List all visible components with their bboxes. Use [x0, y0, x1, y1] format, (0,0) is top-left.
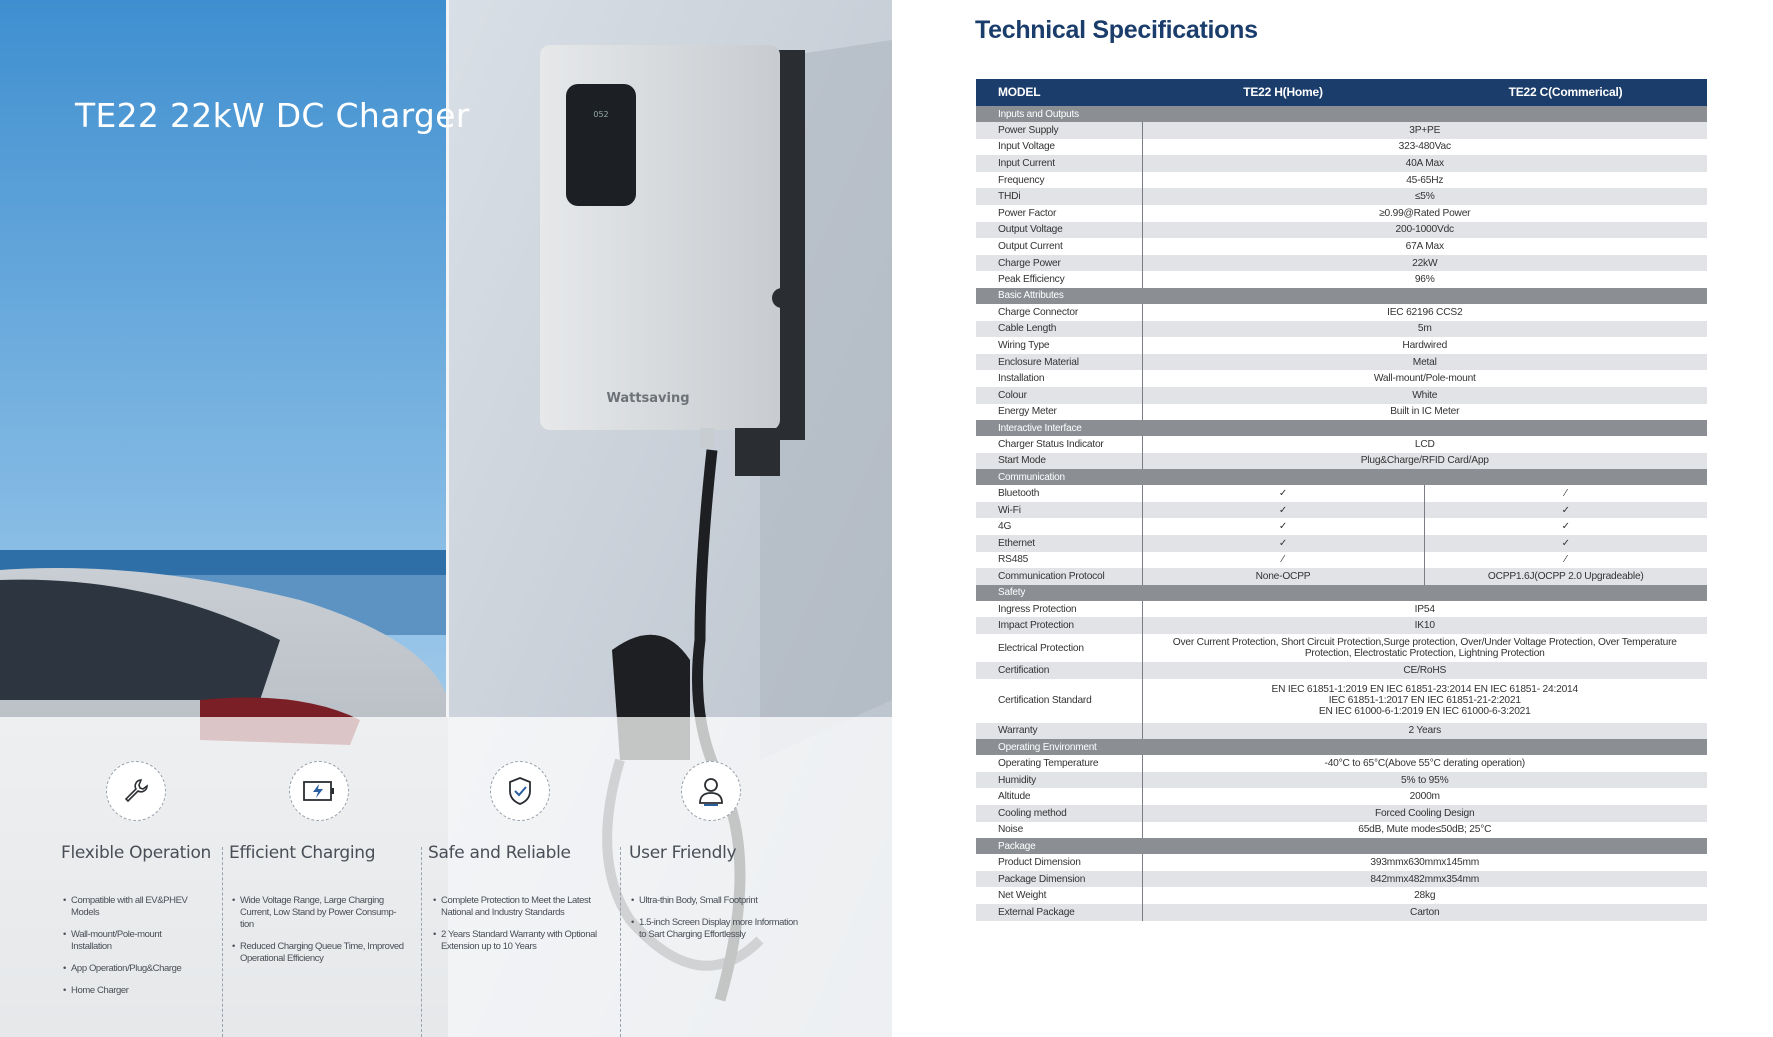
table-row: [976, 321, 1707, 338]
row-label: Certification: [976, 662, 1142, 679]
section-label: Safety: [976, 585, 1707, 601]
table-row: [976, 518, 1707, 535]
row-value-line: EN IEC 61000-6-1:2019 EN IEC 61000-6-3:2021: [1318, 706, 1531, 718]
table-row: [976, 887, 1707, 904]
section-label: Communication: [976, 469, 1707, 485]
table-row: [976, 904, 1707, 921]
row-label: Wi-Fi: [976, 502, 1142, 519]
check-icon: ✓: [1424, 535, 1707, 552]
row-value: Wall-mount/Pole-mount: [1373, 373, 1476, 385]
row-value: IK10: [1142, 617, 1707, 634]
section-row: [976, 739, 1707, 755]
table-row: [976, 617, 1707, 634]
battery-charge-icon: [289, 761, 349, 821]
check-icon: ✓: [1142, 518, 1424, 535]
row-label: Humidity: [976, 772, 1142, 789]
row-label: Input Current: [976, 155, 1142, 172]
row-label: Enclosure Material: [976, 354, 1142, 371]
table-row: [976, 871, 1707, 888]
row-value: 22kW: [1142, 255, 1707, 272]
table-row: [976, 822, 1707, 839]
row-label: Input Voltage: [976, 139, 1142, 156]
row-value: 2000m: [1409, 791, 1440, 803]
row-value: Metal: [1142, 354, 1707, 371]
row-value: 3P+PE: [1142, 122, 1707, 139]
section-row: [976, 585, 1707, 601]
feature-strip: [0, 717, 892, 1037]
header-commercial: TE22 C(Commerical): [1424, 79, 1707, 106]
table-row: [976, 255, 1707, 272]
row-label: Peak Efficiency: [976, 271, 1142, 288]
check-icon: ✓: [1142, 485, 1424, 502]
row-value: Plug&Charge/RFID Card/App: [1142, 453, 1707, 470]
table-row: [976, 354, 1707, 371]
row-value: ≤5%: [1142, 188, 1707, 205]
header-home: TE22 H(Home): [1142, 79, 1424, 106]
row-label: Bluetooth: [976, 485, 1142, 502]
table-row: [976, 188, 1707, 205]
row-label: Ethernet: [976, 535, 1142, 552]
table-row: [976, 601, 1707, 618]
table-row: [976, 772, 1707, 789]
row-value: 28kg: [1414, 890, 1436, 902]
table-row: [976, 139, 1707, 156]
row-value: [1142, 679, 1707, 723]
section-label: Interactive Interface: [976, 420, 1707, 436]
dash-icon: ∕: [1564, 554, 1567, 566]
table-header: [976, 79, 1707, 106]
table-row: [976, 172, 1707, 189]
row-label: Impact Protection: [976, 617, 1142, 634]
row-label: Charger Status Indicator: [976, 436, 1142, 453]
table-row: [976, 485, 1707, 502]
table-row: [976, 205, 1707, 222]
section-row: [976, 420, 1707, 436]
table-row: [976, 122, 1707, 139]
feature-safe-reliable: [421, 717, 621, 1037]
row-label: Start Mode: [976, 453, 1142, 470]
feature-bullet: • 1.5-inch Screen Display more Information to Sart Charging Effortlessly: [631, 917, 806, 941]
row-label: Ingress Protection: [976, 601, 1142, 618]
row-label: Warranty: [976, 723, 1142, 740]
table-row: [976, 755, 1707, 772]
table-row: [976, 634, 1707, 662]
row-label: Cable Length: [976, 321, 1142, 338]
row-value: IP54: [1414, 603, 1435, 615]
section-row: [976, 469, 1707, 485]
section-label: Inputs and Outputs: [976, 106, 1707, 122]
dash-icon: ∕: [1142, 552, 1424, 569]
row-value: 5m: [1142, 321, 1707, 338]
row-value-line: IEC 61851-1:2017 EN IEC 61851-21-2:2021: [1328, 695, 1521, 707]
row-value: 96%: [1414, 274, 1435, 286]
row-value: Built in IC Meter: [1390, 406, 1460, 418]
row-label: Noise: [976, 822, 1142, 839]
section-label: Package: [976, 838, 1707, 854]
row-label: Cooling method: [976, 805, 1142, 822]
row-label: Product Dimension: [976, 854, 1142, 871]
screen-text: 052: [593, 110, 609, 119]
row-label: Altitude: [976, 788, 1142, 805]
row-value-line: Protection, Electrostatic Protection, Lightning Protection: [1304, 648, 1545, 660]
row-label: THDi: [976, 188, 1142, 205]
row-label: Operating Temperature: [976, 755, 1142, 772]
wrench-icon: [106, 761, 166, 821]
feature-title: Efficient Charging: [229, 843, 376, 863]
row-label: Output Voltage: [976, 222, 1142, 239]
row-value-line: EN IEC 61851-1:2019 EN IEC 61851-23:2014 EN IEC 61851- 24:2014: [1271, 684, 1578, 696]
row-label: Electrical Protection: [976, 634, 1142, 662]
row-label: Colour: [976, 387, 1142, 404]
table-row: [976, 723, 1707, 740]
row-value: 200-1000Vdc: [1142, 222, 1707, 239]
feature-user-friendly: [620, 717, 820, 1037]
table-row: [976, 436, 1707, 453]
row-value: IEC 62196 CCS2: [1387, 306, 1463, 318]
section-label: Basic Attributes: [976, 288, 1707, 304]
table-row: [976, 552, 1707, 569]
feature-bullet: • Reduced Charging Queue Time, Improved Operational Efficiency: [232, 941, 407, 965]
feature-bullet: • Complete Protection to Meet the Latest National and Industry Standards: [433, 895, 608, 919]
row-value: Carton: [1142, 904, 1707, 921]
table-row: [976, 568, 1707, 585]
row-label: Power Supply: [976, 122, 1142, 139]
feature-bullet: • Wall-mount/Pole-mount Installation: [63, 929, 203, 953]
row-label: Certification Standard: [976, 679, 1142, 723]
feature-title: User Friendly: [629, 843, 737, 863]
feature-title: Safe and Reliable: [428, 843, 571, 863]
table-row: [976, 679, 1707, 723]
dash-icon: ∕: [1564, 488, 1567, 500]
feature-bullet: • Wide Voltage Range, Large Charging Current, Low Stand by Power Consump-tion: [232, 895, 407, 931]
row-value: 40A Max: [1142, 155, 1707, 172]
row-value: Forced Cooling Design: [1142, 805, 1707, 822]
feature-efficient-charging: [222, 717, 422, 1037]
row-value: OCPP1.6J(OCPP 2.0 Upgradeable): [1424, 568, 1707, 585]
row-value: Hardwired: [1402, 339, 1448, 351]
check-icon: ✓: [1142, 502, 1424, 519]
row-value: CE/RoHS: [1142, 662, 1707, 679]
row-value-line: Over Current Protection, Short Circuit Protection,Surge protection, Over/Under Voltage Protection, Over Temperature: [1172, 637, 1677, 649]
row-label: Wiring Type: [976, 337, 1142, 354]
row-label: Installation: [976, 370, 1142, 387]
section-label: Operating Environment: [976, 739, 1707, 755]
row-value: 2 Years: [1142, 723, 1707, 740]
table-row: [976, 238, 1707, 255]
spec-title: Technical Specifications: [975, 16, 1258, 44]
table-row: [976, 155, 1707, 172]
row-label: External Package: [976, 904, 1142, 921]
table-row: [976, 271, 1707, 288]
row-label: Charge Power: [976, 255, 1142, 272]
row-value: LCD: [1414, 438, 1435, 450]
table-row: [976, 854, 1707, 871]
spec-table: [976, 79, 1707, 921]
check-icon: ✓: [1142, 535, 1424, 552]
hero-title: TE22 22kW DC Charger: [75, 96, 470, 135]
brand-logo: Wattsaving: [606, 391, 690, 406]
row-value: 65dB, Mute mode≤50dB; 25°C: [1358, 824, 1492, 836]
table-row: [976, 502, 1707, 519]
check-icon: ✓: [1561, 521, 1570, 533]
user-icon: [681, 761, 741, 821]
shield-check-icon: [490, 761, 550, 821]
feature-bullet: • App Operation/Plug&Charge: [63, 963, 203, 975]
feature-flexible-operation: [0, 717, 220, 1037]
table-row: [976, 387, 1707, 404]
feature-bullet: • 2 Years Standard Warranty with Optional Extension up to 10 Years: [433, 929, 608, 953]
table-row: [976, 453, 1707, 470]
table-row: [976, 805, 1707, 822]
row-label: Package Dimension: [976, 871, 1142, 888]
row-value: [1142, 634, 1707, 662]
row-label: Frequency: [976, 172, 1142, 189]
row-value: 323-480Vac: [1398, 141, 1451, 153]
row-label: Power Factor: [976, 205, 1142, 222]
table-row: [976, 535, 1707, 552]
row-value: None-OCPP: [1142, 568, 1424, 585]
section-row: [976, 106, 1707, 122]
row-value: -40°C to 65°C(Above 55°C derating operation): [1324, 758, 1525, 770]
table-row: [976, 337, 1707, 354]
table-row: [976, 404, 1707, 421]
feature-bullet: • Ultra-thin Body, Small Footprint: [631, 895, 806, 907]
row-value: 842mmx482mmx354mm: [1142, 871, 1707, 888]
table-row: [976, 370, 1707, 387]
row-label: Charge Connector: [976, 304, 1142, 321]
row-value: 5% to 95%: [1142, 772, 1707, 789]
feature-title: Flexible Operation: [61, 843, 212, 863]
feature-bullet: • Compatible with all EV&PHEV Models: [63, 895, 203, 919]
row-label: Energy Meter: [976, 404, 1142, 421]
check-icon: ✓: [1424, 502, 1707, 519]
table-row: [976, 662, 1707, 679]
row-value: 393mmx630mmx145mm: [1370, 856, 1480, 868]
row-value: 45-65Hz: [1406, 174, 1444, 186]
row-label: Net Weight: [976, 887, 1142, 904]
row-value: White: [1142, 387, 1707, 404]
table-row: [976, 304, 1707, 321]
feature-bullet: • Home Charger: [63, 985, 203, 997]
row-label: 4G: [976, 518, 1142, 535]
row-label: RS485: [976, 552, 1142, 569]
table-row: [976, 222, 1707, 239]
row-label: Output Current: [976, 238, 1142, 255]
row-value: 67A Max: [1405, 240, 1444, 252]
section-row: [976, 288, 1707, 304]
section-row: [976, 838, 1707, 854]
table-row: [976, 788, 1707, 805]
row-value: ≥0.99@Rated Power: [1379, 207, 1471, 219]
header-model: MODEL: [976, 79, 1142, 106]
row-label: Communication Protocol: [976, 568, 1142, 585]
